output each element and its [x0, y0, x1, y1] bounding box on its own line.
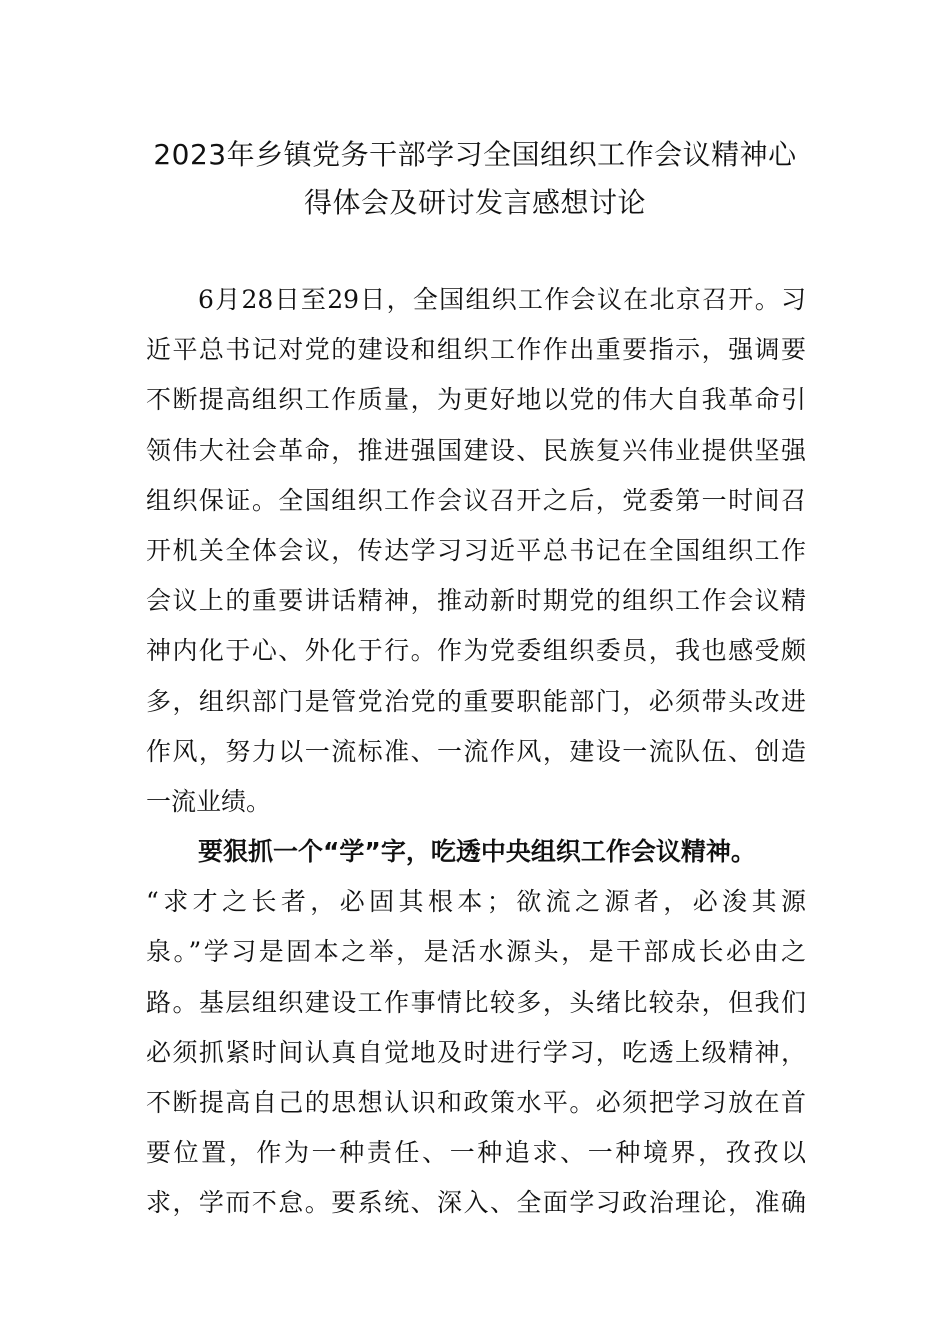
- paragraph-line: 不断提高组织工作质量，为更好地以党的伟大自我革命引: [146, 385, 806, 415]
- title-line-1: 2023年乡镇党务干部学习全国组织工作会议精神心: [153, 138, 797, 171]
- paragraph-line: 组织保证。全国组织工作会议召开之后，党委第一时间召: [146, 485, 806, 515]
- paragraph-line: “求才之长者，必固其根本；欲流之源者，必浚其源: [146, 887, 806, 917]
- paragraph-line: 开机关全体会议，传达学习习近平总书记在全国组织工作: [146, 535, 806, 565]
- paragraph-line: 领伟大社会革命，推进强国建设、民族复兴伟业提供坚强: [146, 435, 806, 465]
- paragraph-line: 6月28日至29日，全国组织工作会议在北京召开。习: [198, 285, 806, 314]
- paragraph-line: 路。基层组织建设工作事情比较多，头绪比较杂，但我们: [146, 987, 806, 1017]
- paragraph-line: 必须抓紧时间认真自觉地及时进行学习，吃透上级精神，: [146, 1037, 806, 1067]
- paragraph-line: 多，组织部门是管党治党的重要职能部门，必须带头改进: [146, 686, 806, 716]
- document-title: [140, 131, 810, 227]
- paragraph-line: 作风，努力以一流标准、一流作风，建设一流队伍、创造: [146, 736, 806, 766]
- paragraph-line: 求，学而不怠。要系统、深入、全面学习政治理论，准确: [146, 1188, 806, 1218]
- paragraph-2: [146, 827, 806, 1229]
- paragraph-line: 不断提高自己的思想认识和政策水平。必须把学习放在首: [146, 1087, 806, 1117]
- paragraph-line: 会议上的重要讲话精神，推动新时期党的组织工作会议精: [146, 586, 806, 616]
- paragraph-line: 要位置，作为一种责任、一种追求、一种境界，孜孜以: [146, 1138, 806, 1168]
- section-heading: 要狠抓一个“学”字，吃透中央组织工作会议精神。: [198, 837, 756, 866]
- paragraph-line: 近平总书记对党的建设和组织工作作出重要指示，强调要: [146, 335, 806, 365]
- paragraph-line: 一流业绩。: [146, 786, 272, 816]
- title-line-2: 得体会及研讨发言感想讨论: [303, 186, 646, 219]
- paragraph-line: 泉。”学习是固本之举，是活水源头，是干部成长必由之: [146, 937, 806, 967]
- paragraph-line: 神内化于心、外化于行。作为党委组织委员，我也感受颇: [146, 636, 806, 666]
- paragraph-1: [146, 275, 806, 827]
